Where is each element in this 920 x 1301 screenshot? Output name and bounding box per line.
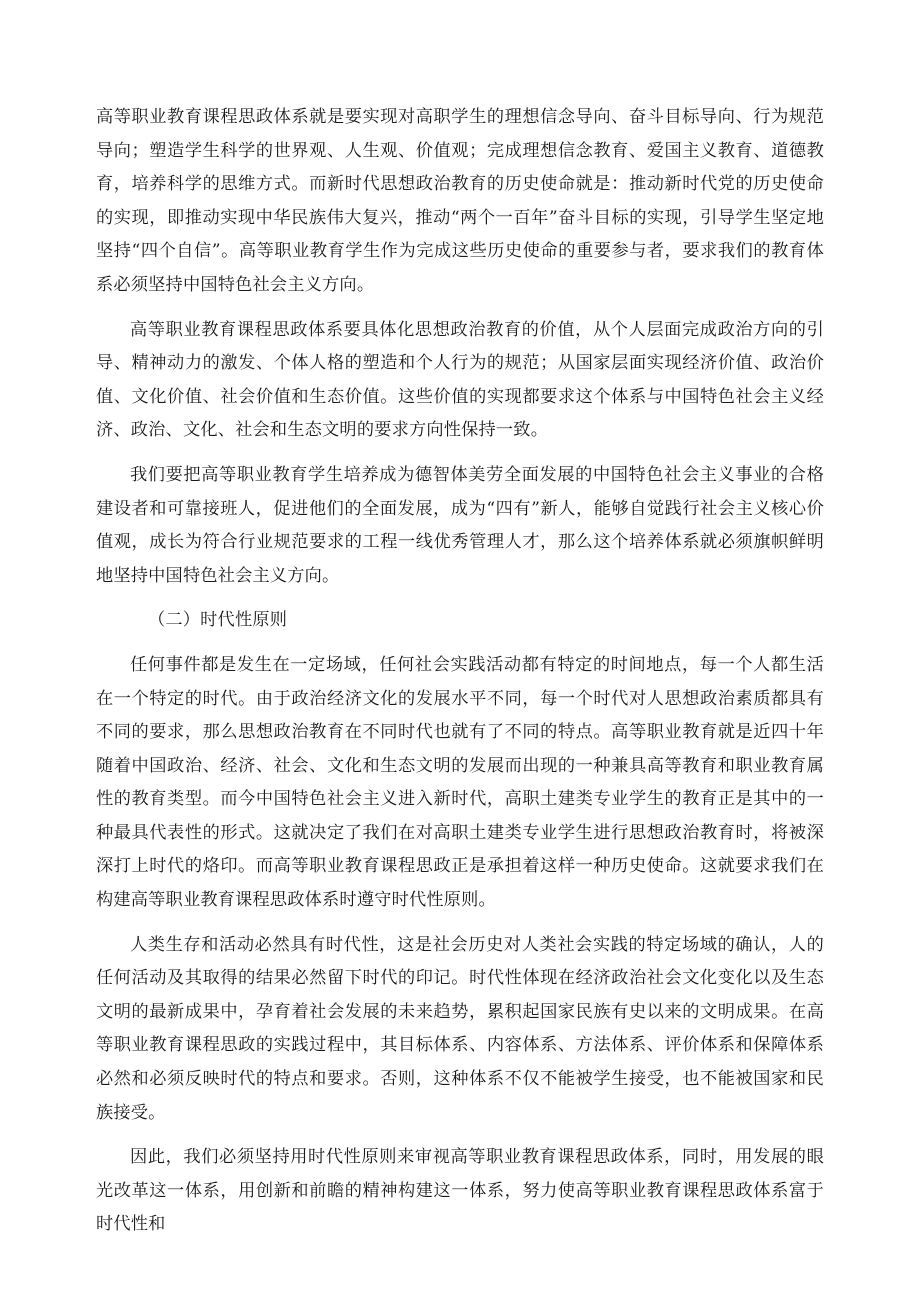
paragraph-1: 高等职业教育课程思政体系就是要实现对高职学生的理想信念导向、奋斗目标导向、行为规范导向；塑造学生科学的世界观、人生观、价值观；完成理想信念教育、爱国主义教育、道德教育，培养科学的思维方式。而新时代思想政治教育的历史使命就是：推动新时代党的历史使命的实现，即推动实现中华民族伟大复兴，推动“两个一百年”奋斗目标的实现，引导学生坚定地坚持“四个自信”。高等职业教育学生作为完成这些历史使命的重要参与者，要求我们的教育体系必须坚持中国特色社会主义方向。 — [96, 107, 824, 295]
paragraph-2: 高等职业教育课程思政体系要具体化思想政治教育的价值，从个人层面完成政治方向的引导、精神动力的激发、个体人格的塑造和个人行为的规范；从国家层面实现经济价值、政治价值、文化价值、社会价值和生态价值。这些价值的实现都要求这个体系与中国特色社会主义经济、政治、文化、社会和生态文明的要求方向性保持一致。 — [96, 319, 824, 441]
section-heading: （二）时代性原则 — [148, 610, 288, 631]
paragraph-3: 我们要把高等职业教育学生培养成为德智体美劳全面发展的中国特色社会主义事业的合格建设者和可靠接班人，促进他们的全面发展，成为“四有”新人，能够自觉践行社会主义核心价值观，成长为符合行业规范要求的工程一线优秀管理人才，那么这个培养体系就必须旗帜鲜明地坚持中国特色社会主义方向。 — [96, 464, 824, 586]
document-page — [96, 101, 824, 1253]
paragraph-6: 因此，我们必须坚持用时代性原则来审视高等职业教育课程思政体系，同时，用发展的眼光改革这一体系，用创新和前瞻的精神构建这一体系，努力使高等职业教育课程思政体系富于时代性和 — [96, 1147, 824, 1235]
paragraph-5: 人类生存和活动必然具有时代性，这是社会历史对人类社会实践的特定场域的确认，人的任何活动及其取得的结果必然留下时代的印记。时代性体现在经济政治社会文化变化以及生态文明的最新成果中，孕育着社会发展的未来趋势，累积起国家民族有史以来的文明成果。在高等职业教育课程思政的实践过程中，其目标体系、内容体系、方法体系、评价体系和保障体系必然和必须反映时代的特点和要求。否则，这种体系不仅不能被学生接受，也不能被国家和民族接受。 — [96, 934, 824, 1123]
paragraph-4: 任何事件都是发生在一定场域，任何社会实践活动都有特定的时间地点，每一个人都生活在一个特定的时代。由于政治经济文化的发展水平不同，每一个时代对人思想政治素质都具有不同的要求，那么思想政治教育在不同时代也就有了不同的特点。高等职业教育就是近四十年随着中国政治、经济、社会、文化和生态文明的发展而出现的一种兼具高等教育和职业教育属性的教育类型。而今中国特色社会主义进入新时代，高职土建类专业学生的教育正是其中的一种最具代表性的形式。这就决定了我们在对高职土建类专业学生进行思想政治教育时，将被深深打上时代的烙印。而高等职业教育课程思政正是承担着这样一种历史使命。这就要求我们在构建高等职业教育课程思政体系时遵守时代性原则。 — [96, 654, 824, 911]
